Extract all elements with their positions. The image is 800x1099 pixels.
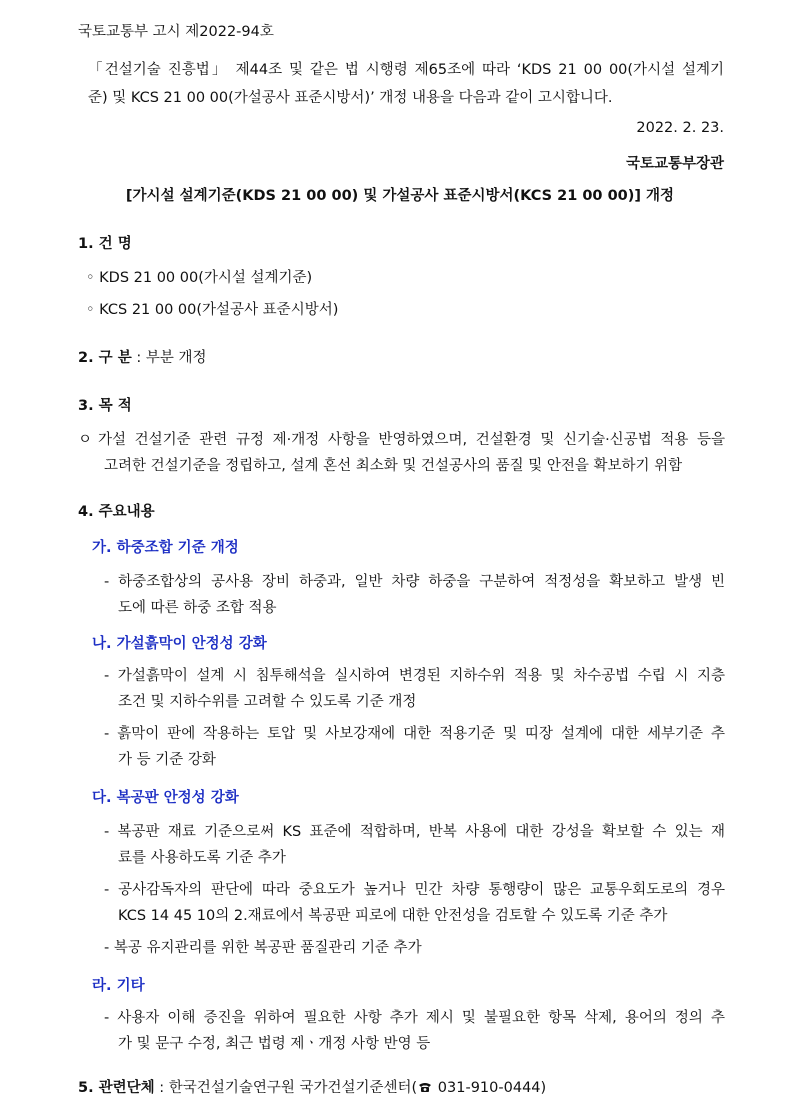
section-1-item: ◦ KCS 21 00 00(가설공사 표준시방서) <box>86 302 339 318</box>
section-3-bullet: ㅇ <box>78 432 93 448</box>
subsection-b-item-line: - 가설흙막이 설계 시 침투해석을 실시하여 변경된 지하수위 적용 및 차수공법 수립 시 지층 <box>104 668 725 684</box>
subsection-d-item-line: - 사용자 이해 증진을 위하여 필요한 사항 추가 제시 및 불필요한 항목 삭제, 용어의 정의 추 <box>104 1010 725 1026</box>
section-5-heading: 5. 관련단체 <box>78 1080 155 1096</box>
subsection-c-item-line: - 공사감독자의 판단에 따라 중요도가 높거나 민간 차량 통행량이 많은 교통우회도로의 경우 <box>104 882 725 898</box>
section-1-heading: 1. 건 명 <box>78 236 132 252</box>
subsection-b-item-line: - 흙막이 판에 작용하는 토압 및 사보강재에 대한 적용기준 및 띠장 설계에 대한 세부기준 추 <box>104 726 725 742</box>
subsection-b-item-line: 가 등 기준 강화 <box>118 752 216 768</box>
section-3-line-1: 가설 건설기준 관련 규정 제·개정 사항을 반영하였으며, 건설환경 및 신기술·신공법 적용 등을 <box>98 432 725 448</box>
section-2-colon: : <box>131 350 146 366</box>
subsection-a-item-line: 도에 따른 하중 조합 적용 <box>118 600 277 616</box>
section-4-heading: 4. 주요내용 <box>78 504 155 520</box>
issuer: 국토교통부장관 <box>625 156 724 172</box>
subsection-b-item-line: 조건 및 지하수위를 고려할 수 있도록 기준 개정 <box>118 694 417 710</box>
section-2-value: 부분 개정 <box>145 350 207 366</box>
subsection-c-title: 다. 복공판 안정성 강화 <box>92 790 239 806</box>
notice-number: 국토교통부 고시 제2022-94호 <box>78 24 274 40</box>
subsection-d-item-line: 가 및 문구 수정, 최근 법령 제ㆍ개정 사항 반영 등 <box>118 1036 431 1052</box>
section-2 <box>78 346 206 367</box>
subsection-c-item-line: KCS 14 45 10의 2.재료에서 복공판 피로에 대한 안전성을 검토할 수 있도록 기준 추가 <box>118 908 668 924</box>
subsection-b-title: 나. 가설흙막이 안정성 강화 <box>92 636 267 652</box>
section-5-colon: : <box>154 1080 169 1096</box>
subsection-c-item-line: - 복공 유지관리를 위한 복공판 품질관리 기준 추가 <box>104 940 422 956</box>
section-5-org: 한국건설기술연구원 국가건설기준센터( <box>168 1080 418 1096</box>
subsection-c-item-line: 료를 사용하도록 기준 추가 <box>118 850 286 866</box>
section-5-phone: 031-910-0444) <box>433 1080 547 1096</box>
subsection-c-item-line: - 복공판 재료 기준으로써 KS 표준에 적합하며, 반복 사용에 대한 강성을 확보할 수 있는 재 <box>104 824 725 840</box>
section-1-item: ◦ KDS 21 00 00(가시설 설계기준) <box>86 270 313 286</box>
section-3-heading: 3. 목 적 <box>78 398 132 414</box>
subsection-a-item-line: - 하중조합상의 공사용 장비 하중과, 일반 차량 하중을 구분하여 적정성을 확보하고 발생 빈 <box>104 574 725 590</box>
section-3-line-2: 고려한 건설기준을 정립하고, 설계 혼선 최소화 및 건설공사의 품질 및 안전을 확보하기 위함 <box>104 458 683 474</box>
notice-date: 2022. 2. 23. <box>636 120 724 136</box>
subsection-a-title: 가. 하중조합 기준 개정 <box>92 540 239 556</box>
section-2-heading: 2. 구 분 <box>78 350 132 366</box>
subsection-d-title: 라. 기타 <box>92 978 145 994</box>
intro-line-1: 「건설기술 진흥법」 제44조 및 같은 법 시행령 제65조에 따라 ‘KDS 21 00 00(가시설 설계기 <box>88 62 724 78</box>
document-title: [가시설 설계기준(KDS 21 00 00) 및 가설공사 표준시방서(KCS 21 00 00)] 개정 <box>125 188 675 204</box>
section-5 <box>78 1076 546 1097</box>
intro-line-2: 준) 및 KCS 21 00 00(가설공사 표준시방서)’ 개정 내용을 다음과 같이 고시합니다. <box>88 90 613 106</box>
telephone-icon <box>418 1081 432 1093</box>
